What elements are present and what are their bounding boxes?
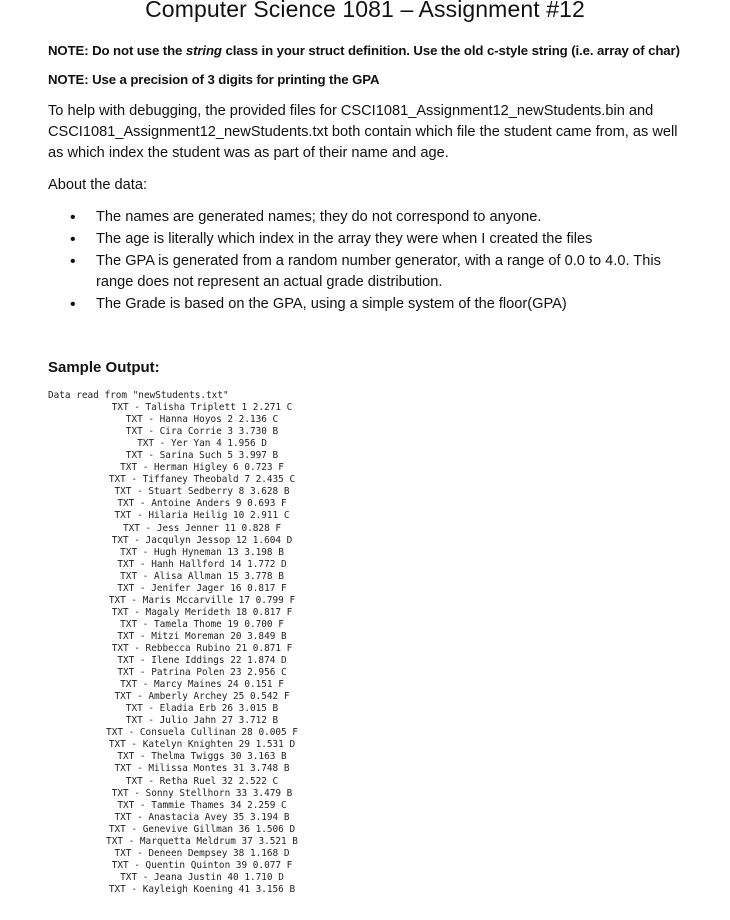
note-prefix: NOTE: Do not use the [48,43,186,58]
output-row: TXT - Jess Jenner 11 0.828 F [122,522,282,534]
output-row: TXT - Magaly Merideth 18 0.817 F [111,606,293,618]
bullet-item: • The names are generated names; they do not correspond to anyone. [70,209,542,226]
sample-output-heading: Sample Output: [48,359,160,376]
output-row: TXT - Quentin Quinton 39 0.077 F [111,859,293,871]
output-row: TXT - Rebbecca Rubino 21 0.871 F [111,642,293,654]
output-row: TXT - Retha Ruel 32 2.522 C [125,775,279,787]
output-row: TXT - Consuela Cullinan 28 0.005 F [106,727,298,739]
output-row: TXT - Hanh Hallford 14 1.772 D [117,558,287,570]
output-row: TXT - Maris Mccarville 17 0.799 F [108,594,296,606]
sample-output-console [48,390,356,896]
output-row: TXT - Sonny Stellhorn 33 3.479 B [111,787,293,799]
output-row: TXT - Hanna Hoyos 2 2.136 C [125,414,279,426]
bullet-item: • The Grade is based on the GPA, using a simple system of the floor(GPA) [70,296,567,313]
output-row: TXT - Tamela Thome 19 0.700 F [120,618,284,630]
output-row: TXT - Hilaria Heilig 10 2.911 C [114,510,290,522]
output-row: TXT - Anastacia Avey 35 3.194 B [114,811,290,823]
output-header-line: Data read from "newStudents.txt" [48,390,229,401]
note-suffix: class in your struct definition. Use the old c-style string (i.e. array of char) [221,43,680,58]
output-row: TXT - Alisa Allman 15 3.778 B [120,570,284,582]
bullet-dot-icon: • [70,209,76,226]
output-row: TXT - Marcy Maines 24 0.151 F [120,679,284,691]
output-row: TXT - Amberly Archey 25 0.542 F [114,691,290,703]
output-row: TXT - Yer Yan 4 1.956 D [137,438,267,450]
output-row: TXT - Milissa Montes 31 3.748 B [114,763,290,775]
output-row: TXT - Eladia Erb 26 3.015 B [125,703,279,715]
output-row: TXT - Thelma Twiggs 30 3.163 B [117,751,287,763]
output-row: TXT - Mitzi Moreman 20 3.849 B [117,630,287,642]
output-row: TXT - Ilene Iddings 22 1.874 D [117,655,287,667]
output-row: TXT - Tiffaney Theobald 7 2.435 C [108,474,296,486]
output-row: TXT - Jacqulyn Jessop 12 1.604 D [111,534,293,546]
bullet-item: • The GPA is generated from a random number generator, with a range of 0.0 to 4.0. This range does not represent an actual grade distribution. [70,253,661,290]
bullet-dot-icon: • [70,231,76,248]
output-row: TXT - Sarina Such 5 3.997 B [125,450,279,462]
about-heading: About the data: [48,177,147,193]
output-row: TXT - Hugh Hyneman 13 3.198 B [120,546,284,558]
bullet-dot-icon: • [70,253,76,270]
intro-paragraph: To help with debugging, the provided files for CSCI1081_Assignment12_newStudents.bin and CSCI1081_Assignment12_newStudents.txt both contain which file the student came from, as well as which index the student was as part of their name and age. [48,103,678,161]
output-row: TXT - Kayleigh Koening 41 3.156 B [108,883,296,895]
note-string-class [48,43,680,58]
output-row: TXT - Jenifer Jager 16 0.817 F [117,582,287,594]
output-row: TXT - Jeana Justin 40 1.710 D [120,871,284,883]
output-row: TXT - Talisha Triplett 1 2.271 C [111,402,293,414]
about-bullet-list [48,207,688,316]
output-row: TXT - Patrina Polen 23 2.956 C [117,667,287,679]
note-emphasis: string [185,43,222,58]
output-row: TXT - Antoine Anders 9 0.693 F [117,498,287,510]
bullet-item: • The age is literally which index in the array they were when I created the files [70,231,593,248]
note-gpa-precision: NOTE: Use a precision of 3 digits for printing the GPA [48,72,380,87]
output-row: TXT - Tammie Thames 34 2.259 C [117,799,287,811]
bullet-dot-icon: • [70,296,76,313]
output-row: TXT - Cira Corrie 3 3.730 B [125,426,279,438]
output-row: TXT - Genevive Gillman 36 1.506 D [108,823,296,835]
output-rows [48,402,356,896]
output-row: TXT - Stuart Sedberry 8 3.628 B [114,486,290,498]
output-row: TXT - Deneen Dempsey 38 1.168 D [114,847,290,859]
output-row: TXT - Julio Jahn 27 3.712 B [125,715,279,727]
output-row: TXT - Katelyn Knighten 29 1.531 D [108,739,296,751]
output-row: TXT - Herman Higley 6 0.723 F [120,462,284,474]
page-title: Computer Science 1081 – Assignment #12 [145,0,585,22]
output-row: TXT - Marquetta Meldrum 37 3.521 B [106,835,298,847]
